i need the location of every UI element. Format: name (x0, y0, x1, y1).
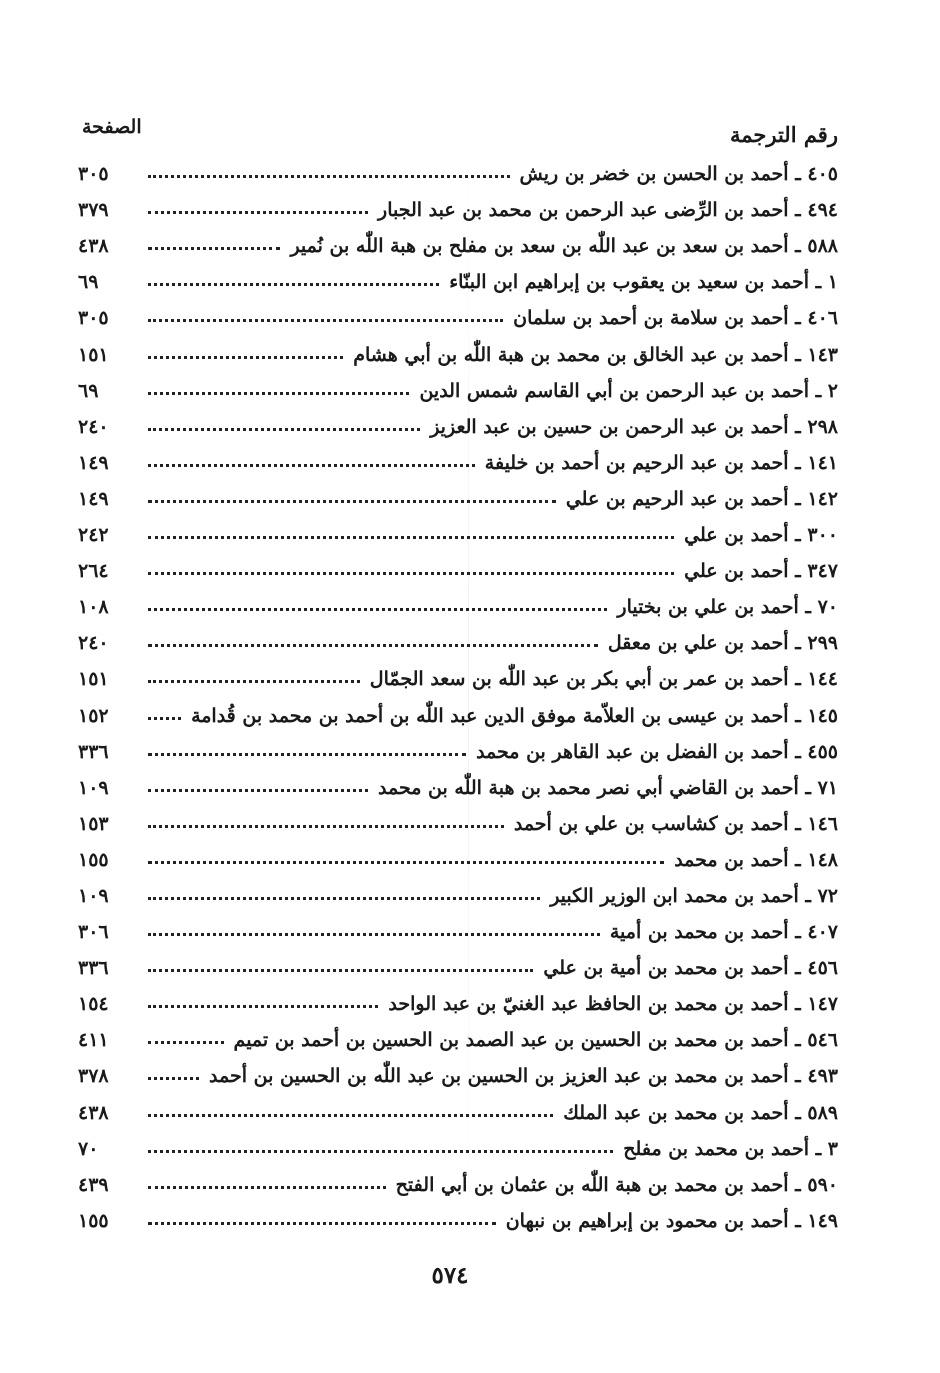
index-entry-page: ١٠٩ (78, 884, 109, 907)
index-entry-text: ٧٢ ـ أحمد بن محمد ابن الوزير الكبير (550, 884, 838, 907)
dot-leader (148, 500, 556, 503)
index-entry-page: ١٤٩ (78, 487, 109, 510)
dot-leader (148, 464, 475, 467)
dot-leader (148, 392, 409, 395)
index-entry-text: ٤٠٦ ـ أحمد بن سلامة بن أحمد بن سلمان (513, 307, 838, 330)
dot-leader (148, 356, 343, 359)
index-entry-row (78, 908, 838, 944)
index-entry-row (78, 1088, 838, 1124)
index-entry-page: ٤٣٨ (78, 1101, 109, 1124)
index-entry-page: ٣٧٨ (78, 1065, 109, 1088)
dot-leader (148, 572, 674, 575)
index-entry-row (78, 547, 838, 583)
index-entry-page: ٣٠٥ (78, 307, 109, 330)
index-entry-page: ١٥٥ (78, 1209, 109, 1232)
index-entry-text: ٤٩٣ ـ أحمد بن محمد بن عبد العزيز بن الحسين بن عبد اللّٰه بن الحسين بن أحمد (209, 1065, 838, 1088)
index-entry-row (78, 511, 838, 547)
dot-leader (148, 1005, 378, 1008)
index-entry-row (78, 836, 838, 872)
index-entry-text: ٥٩٠ ـ أحمد بن محمد بن هبة اللّٰه بن عثمان بن أبي الفتح (395, 1173, 838, 1196)
dot-leader (148, 861, 664, 864)
index-entry-text: ٢٩٩ ـ أحمد بن علي بن معقل (607, 632, 838, 655)
dot-leader (148, 283, 439, 286)
index-entry-row (78, 367, 838, 403)
index-entry-text: ١ ـ أحمد بن سعيد بن يعقوب بن إبراهيم ابن البنّاء (449, 271, 838, 294)
index-entry-page: ١٥٥ (78, 848, 109, 871)
index-entry-text: ١٤١ ـ أحمد بن عبد الرحيم بن أحمد بن خليفة (484, 451, 838, 474)
dot-leader (148, 428, 420, 431)
index-entry-row (78, 800, 838, 836)
index-entry-page: ٢٤٠ (78, 632, 109, 655)
dot-leader (148, 247, 280, 250)
index-entry-row (78, 330, 838, 366)
index-entry-text: ٣ ـ أحمد بن محمد بن مفلح (623, 1137, 838, 1160)
index-entry-text: ٧١ ـ أحمد بن القاضي أبي نصر محمد بن هبة اللّٰه بن محمد (378, 776, 838, 799)
index-entry-page: ٣٧٩ (78, 199, 109, 222)
dot-leader (148, 175, 510, 178)
dot-leader (148, 608, 607, 611)
index-entry-text: ٥٨٩ ـ أحمد بن محمد بن عبد الملك (563, 1101, 838, 1124)
dot-leader (148, 644, 598, 647)
dot-leader (148, 825, 504, 828)
index-entry-text: ٥٤٦ ـ أحمد بن محمد بن الحسين بن عبد الصمد بن الحسين بن أحمد بن تميم (233, 1029, 838, 1052)
index-entry-row (78, 872, 838, 908)
index-entry-row (78, 691, 838, 727)
index-entry-row (78, 1125, 838, 1161)
index-entry-row (78, 583, 838, 619)
dot-leader (148, 717, 181, 720)
index-entry-row (78, 258, 838, 294)
index-entry-row (78, 764, 838, 800)
index-entry-page: ٢٤٢ (78, 524, 109, 547)
page-number-heading: الصفحة (82, 116, 142, 138)
index-entry-row (78, 980, 838, 1016)
index-entry-page: ٢٦٤ (78, 560, 109, 583)
index-entry-text: ١٤٨ ـ أحمد بن محمد (674, 848, 838, 871)
dot-leader (148, 1222, 496, 1225)
index-entry-page: ٤١١ (78, 1029, 109, 1052)
index-entry-row (78, 728, 838, 764)
dot-leader (148, 1077, 199, 1080)
index-entry-row (78, 619, 838, 655)
index-entry-row (78, 1161, 838, 1197)
dot-leader (148, 897, 540, 900)
index-entry-page: ٦٩ (78, 271, 99, 294)
dot-leader (148, 680, 360, 683)
index-entry-text: ١٤٣ ـ أحمد بن عبد الخالق بن محمد بن هبة اللّٰه بن أبي هشام (353, 343, 838, 366)
index-entry-row (78, 439, 838, 475)
index-entry-row (78, 294, 838, 330)
dot-leader (148, 933, 600, 936)
index-entry-row (78, 222, 838, 258)
index-entry-text: ١٤٥ ـ أحمد بن عيسى بن العلاّمة موفق الدين عبد اللّٰه بن أحمد بن محمد بن قُدامة (191, 704, 838, 727)
index-entry-text: ٢٩٨ ـ أحمد بن عبد الرحمن بن حسين بن عبد العزيز (430, 415, 838, 438)
index-entry-page: ٣٣٦ (78, 957, 109, 980)
dot-leader (148, 319, 503, 322)
index-entry-page: ٣٣٦ (78, 740, 109, 763)
index-entry-text: ٥٨٨ ـ أحمد بن سعد بن عبد اللّٰه بن سعد بن مفلح بن هبة اللّٰه بن نُمير (290, 235, 838, 258)
index-entry-page: ٤٣٩ (78, 1173, 109, 1196)
column-header (82, 114, 838, 148)
index-entry-page: ٤٣٨ (78, 235, 109, 258)
index-entry-text: ٤٠٥ ـ أحمد بن الحسن بن خضر بن ريش (519, 163, 838, 186)
index-entry-row (78, 150, 838, 186)
index-entry-text: ١٤٦ ـ أحمد بن كشاسب بن علي بن أحمد (513, 812, 838, 835)
dot-leader (148, 1114, 553, 1117)
index-entry-row (78, 944, 838, 980)
dot-leader (148, 789, 368, 792)
index-entry-page: ١٠٩ (78, 776, 109, 799)
index-entry-text: ١٤٧ ـ أحمد بن محمد بن الحافظ عبد الغنيّ بن عبد الواحد (388, 993, 838, 1016)
entry-number-heading: رقم الترجمة (729, 122, 838, 147)
index-entry-text: ٧٠ ـ أحمد بن علي بن بختيار (617, 596, 838, 619)
index-entry-page: ١٠٨ (78, 596, 109, 619)
index-entry-page: ٧٠ (78, 1137, 99, 1160)
index-entry-text: ٤٥٥ ـ أحمد بن الفضل بن عبد القاهر بن محمد (476, 740, 838, 763)
index-entry-row (78, 403, 838, 439)
index-entry-row (78, 1197, 838, 1233)
dot-leader (148, 1150, 613, 1153)
index-entry-text: ٣٤٧ ـ أحمد بن علي (684, 560, 838, 583)
index-entry-page: ١٤٩ (78, 451, 109, 474)
dot-leader (148, 1041, 224, 1044)
index-entry-row (78, 1016, 838, 1052)
index-entries (78, 150, 838, 1233)
index-entry-text: ٤٩٤ ـ أحمد بن الرِّضى عبد الرحمن بن محمد بن عبد الجبار (378, 199, 838, 222)
dot-leader (148, 1186, 386, 1189)
index-entry-text: ٤٥٦ ـ أحمد بن محمد بن أمية بن علي (543, 957, 838, 980)
index-entry-page: ١٥١ (78, 668, 109, 691)
index-entry-row (78, 186, 838, 222)
index-entry-page: ٦٩ (78, 379, 99, 402)
index-entry-row (78, 655, 838, 691)
index-entry-text: ٢ ـ أحمد بن عبد الرحمن بن أبي القاسم شمس الدين (419, 379, 838, 402)
page-footer-number: ٥٧٤ (431, 1262, 469, 1289)
dot-leader (148, 753, 466, 756)
index-entry-text: ٤٠٧ ـ أحمد بن محمد بن أمية (609, 921, 838, 944)
index-entry-row (78, 1052, 838, 1088)
index-entry-page: ١٥٣ (78, 812, 109, 835)
index-entry-row (78, 475, 838, 511)
index-entry-text: ١٤٩ ـ أحمد بن محمود بن إبراهيم بن نبهان (505, 1209, 838, 1232)
index-entry-page: ١٥٤ (78, 993, 109, 1016)
index-entry-text: ١٤٢ ـ أحمد بن عبد الرحيم بن علي (565, 487, 838, 510)
index-entry-page: ٣٠٥ (78, 163, 109, 186)
index-entry-page: ٢٤٠ (78, 415, 109, 438)
index-entry-page: ١٥١ (78, 343, 109, 366)
dot-leader (148, 211, 368, 214)
dot-leader (148, 969, 533, 972)
index-entry-page: ١٥٢ (78, 704, 109, 727)
dot-leader (148, 536, 674, 539)
index-entry-page: ٣٠٦ (78, 921, 109, 944)
index-entry-text: ٣٠٠ ـ أحمد بن علي (684, 524, 838, 547)
index-entry-text: ١٤٤ ـ أحمد بن عمر بن أبي بكر بن عبد اللّٰه بن سعد الجمّال (369, 668, 838, 691)
